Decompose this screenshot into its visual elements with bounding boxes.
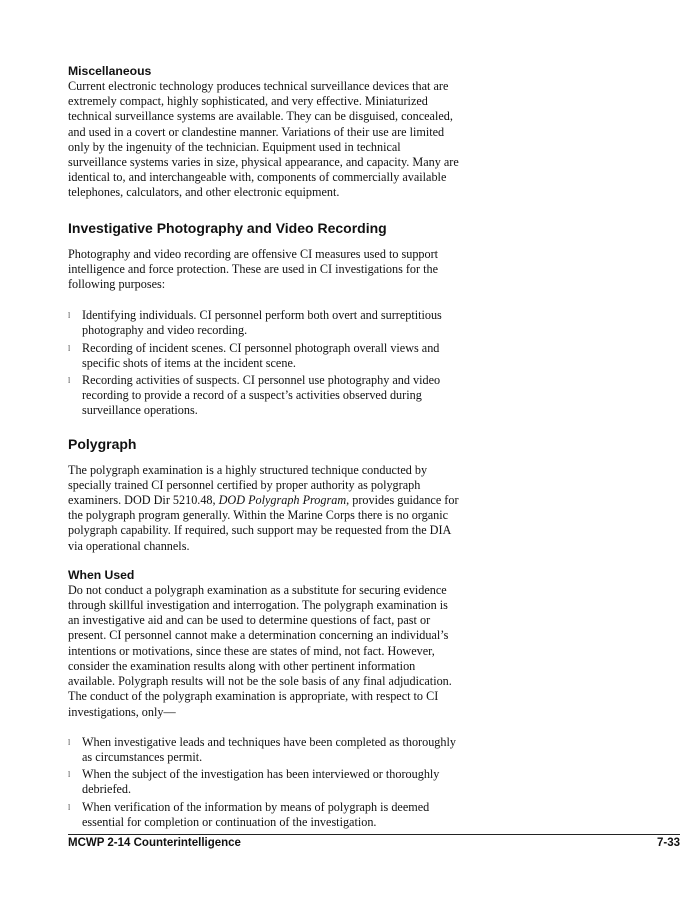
heading-when-used: When Used bbox=[68, 567, 135, 582]
page-number: 7-33 bbox=[656, 837, 680, 849]
bullet-icon: l bbox=[68, 802, 71, 812]
list-item: l Recording activities of suspects. CI personnel use photography and video recording to provide a record of a suspect’s activities observed during surveillance operations. bbox=[68, 373, 441, 418]
list-item: l Identifying individuals. CI personnel perform both overt and surreptitious photography and video recording. bbox=[68, 308, 442, 338]
paragraph-when-used: Do not conduct a polygraph examination as a substitute for securing evidence through skillful investigation and interrogation. The polygraph examination is an investigative aid and can be used to determine questions of fact, past or present. CI personnel cannot make a determination concerning an individual’s intentions or motivations, since these are states of mind, not fact. However, consider the examination results along with other pertinent information available. Polygraph results will not be the sole basis of any final adjudication. The conduct of the polygraph examination is appropriate, with respect to CI investigations, only— bbox=[68, 582, 452, 719]
bullet-icon: l bbox=[68, 737, 71, 747]
list-item: l When investigative leads and techniques have been completed as thoroughly as circumstances permit. bbox=[68, 734, 456, 764]
heading-investigative-photography: Investigative Photography and Video Recording bbox=[68, 219, 387, 236]
list-item: l Recording of incident scenes. CI personnel photograph overall views and specific shots of items at the incident scene. bbox=[68, 340, 440, 370]
when-used-list bbox=[68, 735, 460, 830]
list-item: l When verification of the information by means of polygraph is deemed essential for completion or continuation of the investigation. bbox=[68, 799, 430, 829]
photography-purposes-list bbox=[68, 308, 460, 418]
paragraph-photography: Photography and video recording are offensive CI measures used to support intelligence and force protection. These are used in CI investigations for the following purposes: bbox=[68, 246, 439, 292]
bullet-icon: l bbox=[68, 770, 71, 780]
paragraph-miscellaneous: Current electronic technology produces technical surveillance devices that are extremely compact, highly sophisticated, and very effective. Miniaturized technical surveillance systems are available. They can be disguised, concealed, and used in a covert or clandestine manner. Variations of their use are limited only by the ingenuity of the technician. Equipment used in technical surveillance systems varies in size, physical appearance, and capacity. Many are identical to, and interchangeable with, components of commercially available telephones, calculators, and other electronic equipment. bbox=[68, 79, 459, 200]
paragraph-polygraph: The polygraph examination is a highly structured technique conducted by specially trained CI personnel certified by proper authority as polygraph examiners. DOD Dir 5210.48, DOD Polygraph Program, provides guidance for the polygraph program generally. Within the Marine Corps there is no organic polygraph capability. If required, such support may be requested from the DIA via operational channels. bbox=[68, 462, 459, 553]
bullet-icon: l bbox=[68, 376, 71, 386]
footer-title: MCWP 2-14 Counterintelligence bbox=[68, 837, 241, 849]
publication-title: DOD Polygraph Program bbox=[218, 493, 347, 508]
list-item: l When the subject of the investigation has been interviewed or thoroughly debriefed. bbox=[68, 767, 440, 797]
page-footer bbox=[68, 834, 680, 849]
bullet-icon: l bbox=[68, 343, 71, 353]
heading-polygraph: Polygraph bbox=[68, 435, 137, 452]
page-content bbox=[68, 64, 460, 830]
bullet-icon: l bbox=[68, 311, 71, 321]
heading-miscellaneous: Miscellaneous bbox=[68, 64, 152, 78]
